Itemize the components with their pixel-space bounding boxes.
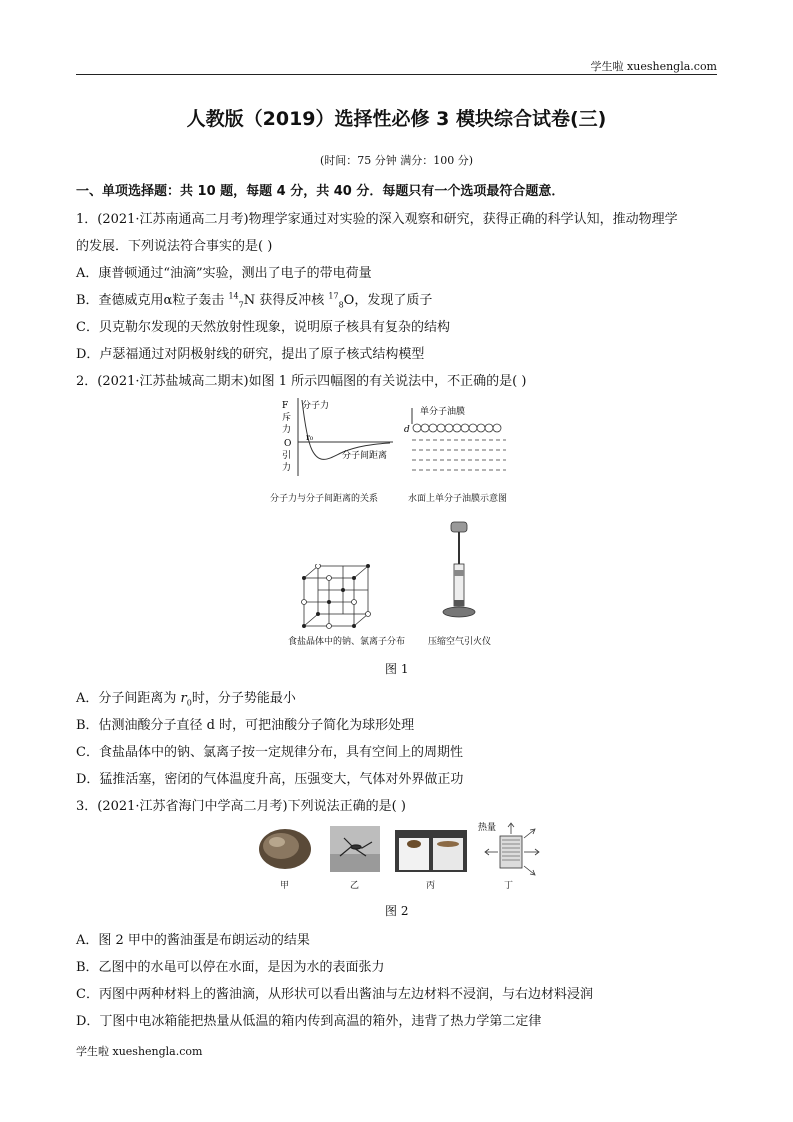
- water-strider-photo: [330, 826, 380, 872]
- heat-label: 热量: [478, 823, 497, 833]
- q1-option-b: [76, 289, 432, 310]
- force-distance-graph: [268, 396, 398, 488]
- fig1-caption-1: 分子力与分子间距离的关系: [270, 494, 379, 504]
- q1-stem-line2: 的发展．下列说法符合事实的是( ): [76, 239, 273, 254]
- figure-1-label: 图 1: [385, 662, 409, 676]
- section-heading: 一、单项选择题：共 10 题，每题 4 分，共 40 分．每题只有一个选项最符合题意．: [76, 184, 565, 199]
- footer-site: 学生啦 xueshengla.com: [76, 1045, 203, 1058]
- diameter-label: d: [404, 425, 410, 435]
- q1-b-pre: B．查德威克用α粒子轰击: [76, 293, 229, 308]
- fig2-label-jia: 甲: [280, 881, 290, 891]
- q2-option-c: C．食盐晶体中的钠、氯离子按一定规律分布，具有空间上的周期性: [76, 745, 463, 760]
- q3-option-c: C．丙图中两种材料上的酱油滴，从形状可以看出酱油与左边材料不浸润，与右边材料浸润: [76, 987, 593, 1002]
- q1-b-o-mass: 17: [328, 291, 339, 301]
- fig1-caption-4: 压缩空气引火仪: [428, 637, 492, 647]
- attractive-label-1: 引: [282, 451, 292, 461]
- q1-option-c: C．贝克勒尔发现的天然放射性现象，说明原子核具有复杂的结构: [76, 320, 450, 335]
- q2-a-post: 时，分子势能最小: [191, 691, 296, 706]
- refrigerator-diagram: [478, 820, 544, 876]
- q1-stem-line1: 1．(2021·江苏南通高二月考)物理学家通过对实验的深入观察和研究，获得正确的科学认知，推动物理学: [76, 212, 678, 227]
- q2-a-pre: A．分子间距离为: [76, 691, 181, 706]
- distance-axis-label: 分子间距离: [342, 451, 388, 461]
- q2-stem: 2．(2021·江苏盐城高二期末)如图 1 所示四幅图的有关说法中，不正确的是( ): [76, 374, 527, 389]
- header-rule: [76, 74, 717, 75]
- oil-film-label: 单分子油膜: [420, 407, 466, 417]
- soy-egg-photo: [255, 826, 315, 872]
- soy-drops-photo: [395, 830, 467, 872]
- force-axis-label: 分子力: [302, 401, 330, 411]
- q1-b-n-mass: 14: [228, 291, 239, 301]
- page-title: 人教版（2019）选择性必修 3 模块综合试卷(三): [186, 108, 607, 130]
- q2-option-b: B．估测油酸分子直径 d 时，可把油酸分子简化为球形处理: [76, 718, 415, 733]
- fig2-label-ding: 丁: [504, 881, 514, 891]
- q2-option-a: [76, 687, 296, 708]
- fire-piston-diagram: [440, 520, 480, 630]
- salt-crystal-diagram: [300, 564, 374, 630]
- q2-a-sub: 0: [186, 698, 192, 708]
- q3-option-d: D．丁图中电冰箱能把热量从低温的箱内传到高温的箱外，违背了热力学第二定律: [76, 1014, 542, 1029]
- q3-option-b: B．乙图中的水黾可以停在水面，是因为水的表面张力: [76, 960, 385, 975]
- figure-2-label: 图 2: [385, 904, 409, 918]
- force-axis-f: F: [282, 401, 289, 411]
- r0-label: r₀: [306, 433, 314, 442]
- q3-stem: 3．(2021·江苏省海门中学高二月考)下列说法正确的是( ): [76, 799, 406, 814]
- q1-b-post: O，发现了质子: [343, 293, 433, 308]
- fig2-label-yi: 乙: [350, 881, 360, 891]
- origin-label: O: [284, 439, 292, 449]
- exam-info: (时间：75 分钟 满分：100 分): [319, 154, 474, 167]
- fig2-label-bing: 丙: [426, 881, 436, 891]
- q3-option-a: A．图 2 甲中的酱油蛋是布朗运动的结果: [76, 933, 310, 948]
- q2-a-var: r: [180, 691, 187, 706]
- q1-b-n: N 获得反冲核: [243, 293, 329, 308]
- q1-b-o-num: 8: [338, 300, 344, 310]
- repulsive-label-1: 斥: [282, 413, 292, 423]
- q2-option-d: D．猛推活塞，密闭的气体温度升高，压强变大，气体对外界做正功: [76, 772, 464, 787]
- header-site: 学生啦 xueshengla.com: [590, 60, 717, 73]
- oil-film-diagram: [402, 406, 512, 482]
- q1-option-d: D．卢瑟福通过对阴极射线的研究，提出了原子核式结构模型: [76, 347, 425, 362]
- fig1-caption-3: 食盐晶体中的钠、氯离子分布: [288, 637, 406, 647]
- attractive-label-2: 力: [282, 463, 292, 473]
- q1-b-n-num: 7: [238, 300, 244, 310]
- q1-option-a: A．康普顿通过“油滴”实验，测出了电子的带电荷量: [76, 266, 372, 281]
- fig1-caption-2: 水面上单分子油膜示意图: [408, 494, 508, 504]
- repulsive-label-2: 力: [282, 425, 292, 435]
